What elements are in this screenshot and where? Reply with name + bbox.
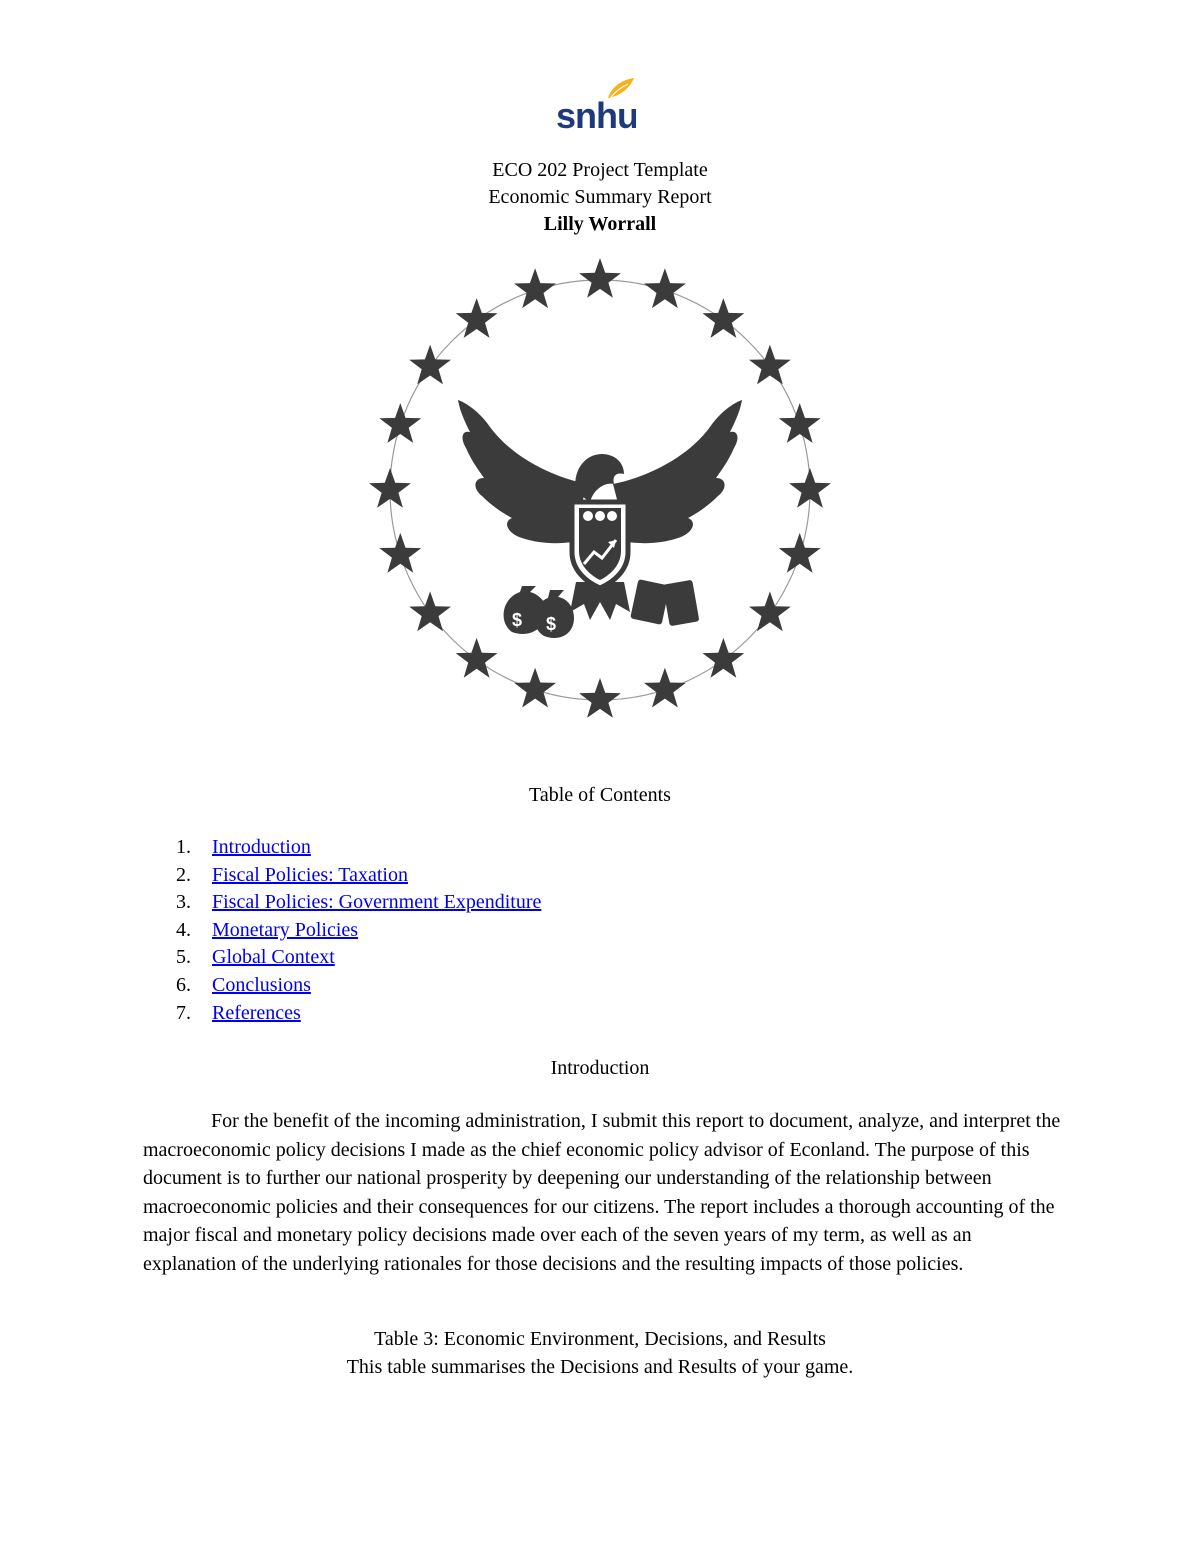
star-icon [409, 345, 451, 385]
star-icon [579, 258, 621, 298]
toc-item [160, 1000, 541, 1028]
toc-item [160, 862, 541, 890]
toc-link-introduction[interactable]: Introduction [212, 836, 311, 858]
star-icon [749, 345, 791, 385]
star-icon [579, 678, 621, 718]
toc-item-number: 3. [176, 891, 191, 914]
document-course-title: ECO 202 Project Template [492, 159, 708, 181]
svg-text:$: $ [546, 614, 557, 634]
table-caption-subtitle: This table summarises the Decisions and Results of your game. [346, 1356, 854, 1378]
document-author: Lilly Worrall [543, 213, 657, 235]
toc-item [160, 944, 541, 972]
toc-item-number: 1. [176, 836, 191, 858]
introduction-paragraph: For the benefit of the incoming administration, I submit this report to document, analyze, and interpret the macroeconomic policy decisions I made as the chief economic policy advisor of Econland. The purpose of this document is to further our national prosperity by deepening our understanding of the relationship between macroeconomic policies and their consequences for our citizens. The report includes a thorough accounting of the major fiscal and monetary policy decisions made over each of the seven years of my term, as well as an explanation of the underlying rationales for those decisions and the resulting impacts of those policies. [143, 1110, 1061, 1275]
toc-item-number: 4. [176, 918, 191, 941]
toc-link-global-context[interactable]: Global Context [212, 946, 335, 969]
toc-item-number: 5. [176, 946, 191, 969]
toc-title: Table of Contents [529, 784, 671, 806]
introduction-heading: Introduction [550, 1057, 650, 1079]
star-icon [703, 638, 745, 678]
toc-item-number: 2. [176, 863, 191, 886]
star-icon [644, 668, 686, 708]
star-icon [514, 668, 556, 708]
toc-item [160, 917, 541, 945]
toc-item-number: 6. [176, 973, 191, 996]
svg-text:$: $ [512, 610, 523, 630]
table-of-contents [160, 834, 541, 1027]
snhu-logo-text: snhu [556, 95, 636, 132]
table-caption-title: Table 3: Economic Environment, Decisions, and Results [374, 1328, 826, 1350]
toc-item [160, 834, 541, 862]
star-icon [379, 403, 421, 443]
star-icon [779, 533, 821, 573]
document-report-title: Economic Summary Report [488, 186, 712, 208]
toc-link-references[interactable]: References [212, 1001, 301, 1024]
toc-link-fiscal-expenditure[interactable]: Fiscal Policies: Government Expenditure [212, 891, 542, 914]
seal-stars [369, 258, 831, 718]
star-icon [456, 638, 498, 678]
toc-item [160, 889, 541, 917]
star-icon [514, 268, 556, 308]
star-icon [409, 591, 451, 631]
toc-item [160, 972, 541, 1000]
toc-item-number: 7. [176, 1001, 191, 1024]
star-icon [644, 268, 686, 308]
toc-link-monetary-policies[interactable]: Monetary Policies [212, 918, 359, 941]
toc-link-fiscal-taxation[interactable]: Fiscal Policies: Taxation [212, 863, 408, 886]
star-icon [749, 591, 791, 631]
star-icon [779, 403, 821, 443]
toc-link-conclusions[interactable]: Conclusions [212, 973, 311, 996]
snhu-logo [556, 78, 636, 132]
star-icon [379, 533, 421, 573]
eagle-emblem-icon [362, 252, 838, 733]
